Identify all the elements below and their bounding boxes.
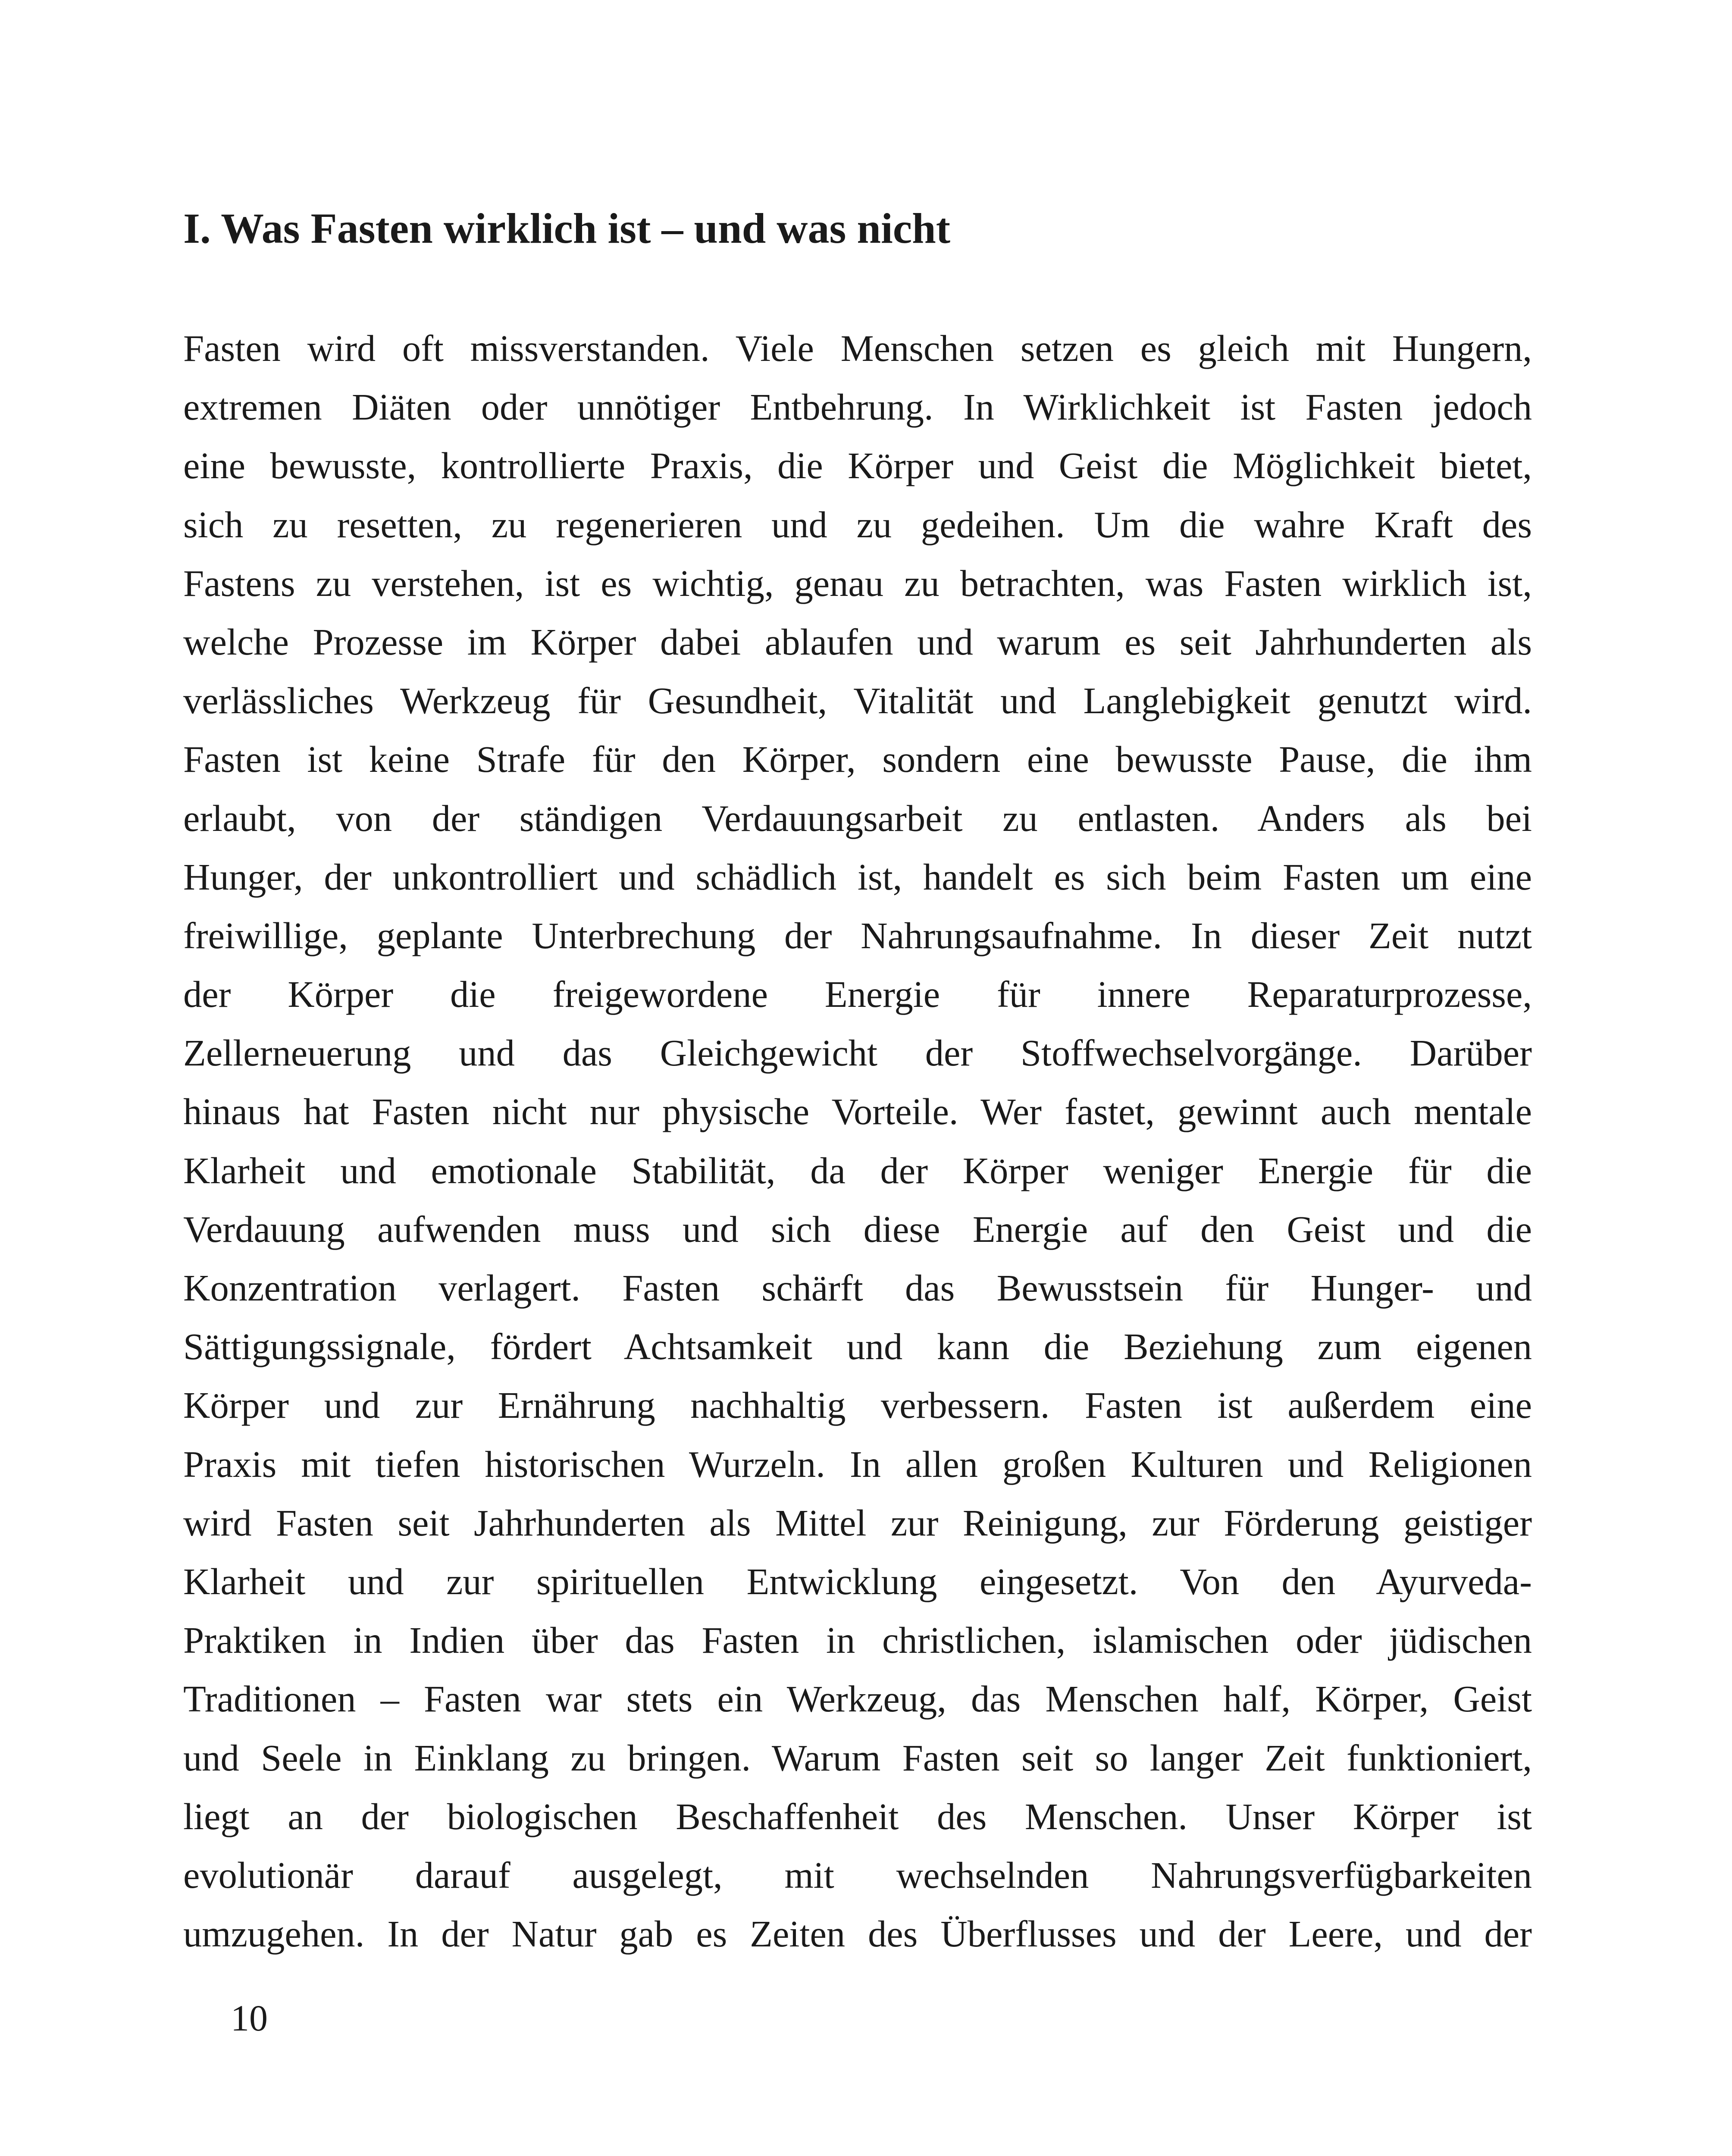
text-line: liegt an der biologischen Beschaffenheit des Menschen. Unser Körper ist [183, 1796, 1532, 1837]
text-line: Klarheit und emotionale Stabilität, da der Körper weniger Energie für die [183, 1150, 1532, 1191]
text-line: Konzentration verlagert. Fasten schärft das Bewusstsein für Hunger- und [183, 1267, 1532, 1309]
text-line: freiwillige, geplante Unterbrechung der Nahrungsaufnahme. In dieser Zeit nutzt [183, 915, 1532, 956]
text-line: verlässliches Werkzeug für Gesundheit, Vitalität und Langlebigkeit genutzt wird. [183, 680, 1532, 722]
text-line: hinaus hat Fasten nicht nur physische Vorteile. Wer fastet, gewinnt auch mentale [183, 1091, 1532, 1133]
chapter-heading: I. Was Fasten wirklich ist – und was nicht [183, 204, 951, 252]
text-line: Zellerneuerung und das Gleichgewicht der Stoffwechselvorgänge. Darüber [183, 1032, 1532, 1074]
text-line: Fastens zu verstehen, ist es wichtig, genau zu betrachten, was Fasten wirklich ist, [183, 562, 1532, 604]
text-line: extremen Diäten oder unnötiger Entbehrung. In Wirklichkeit ist Fasten jedoch [183, 386, 1532, 428]
text-line: Praxis mit tiefen historischen Wurzeln. In allen großen Kulturen und Religionen [183, 1443, 1532, 1485]
body-paragraph [183, 319, 1532, 1963]
text-line: der Körper die freigewordene Energie für innere Reparaturprozesse, [183, 974, 1532, 1015]
text-line: Klarheit und zur spirituellen Entwicklung eingesetzt. Von den Ayurveda- [183, 1561, 1532, 1602]
text-line: Körper und zur Ernährung nachhaltig verbessern. Fasten ist außerdem eine [183, 1385, 1532, 1426]
text-line: sich zu resetten, zu regenerieren und zu gedeihen. Um die wahre Kraft des [183, 504, 1532, 545]
text-line: Verdauung aufwenden muss und sich diese Energie auf den Geist und die [183, 1208, 1532, 1250]
text-line: Traditionen – Fasten war stets ein Werkzeug, das Menschen half, Körper, Geist [183, 1678, 1532, 1720]
text-line: erlaubt, von der ständigen Verdauungsarbeit zu entlasten. Anders als bei [183, 797, 1532, 839]
text-line: Hunger, der unkontrolliert und schädlich ist, handelt es sich beim Fasten um eine [183, 856, 1532, 898]
text-line: evolutionär darauf ausgelegt, mit wechselnden Nahrungsverfügbarkeiten [183, 1854, 1532, 1896]
text-line: welche Prozesse im Körper dabei ablaufen und warum es seit Jahrhunderten als [183, 621, 1532, 663]
text-line: wird Fasten seit Jahrhunderten als Mittel zur Reinigung, zur Förderung geistiger [183, 1502, 1532, 1544]
page-number: 10 [231, 1997, 268, 2039]
text-line: und Seele in Einklang zu bringen. Warum Fasten seit so langer Zeit funktioniert, [183, 1737, 1532, 1779]
text-line: eine bewusste, kontrollierte Praxis, die Körper und Geist die Möglichkeit bietet, [183, 445, 1532, 487]
text-line: Fasten ist keine Strafe für den Körper, sondern eine bewusste Pause, die ihm [183, 739, 1532, 780]
text-line: Sättigungssignale, fördert Achtsamkeit und kann die Beziehung zum eigenen [183, 1326, 1532, 1368]
text-line: Praktiken in Indien über das Fasten in christlichen, islamischen oder jüdischen [183, 1620, 1532, 1661]
text-line: umzugehen. In der Natur gab es Zeiten des Überflusses und der Leere, und der [183, 1913, 1532, 1955]
text-line: Fasten wird oft missverstanden. Viele Menschen setzen es gleich mit Hungern, [183, 328, 1532, 369]
